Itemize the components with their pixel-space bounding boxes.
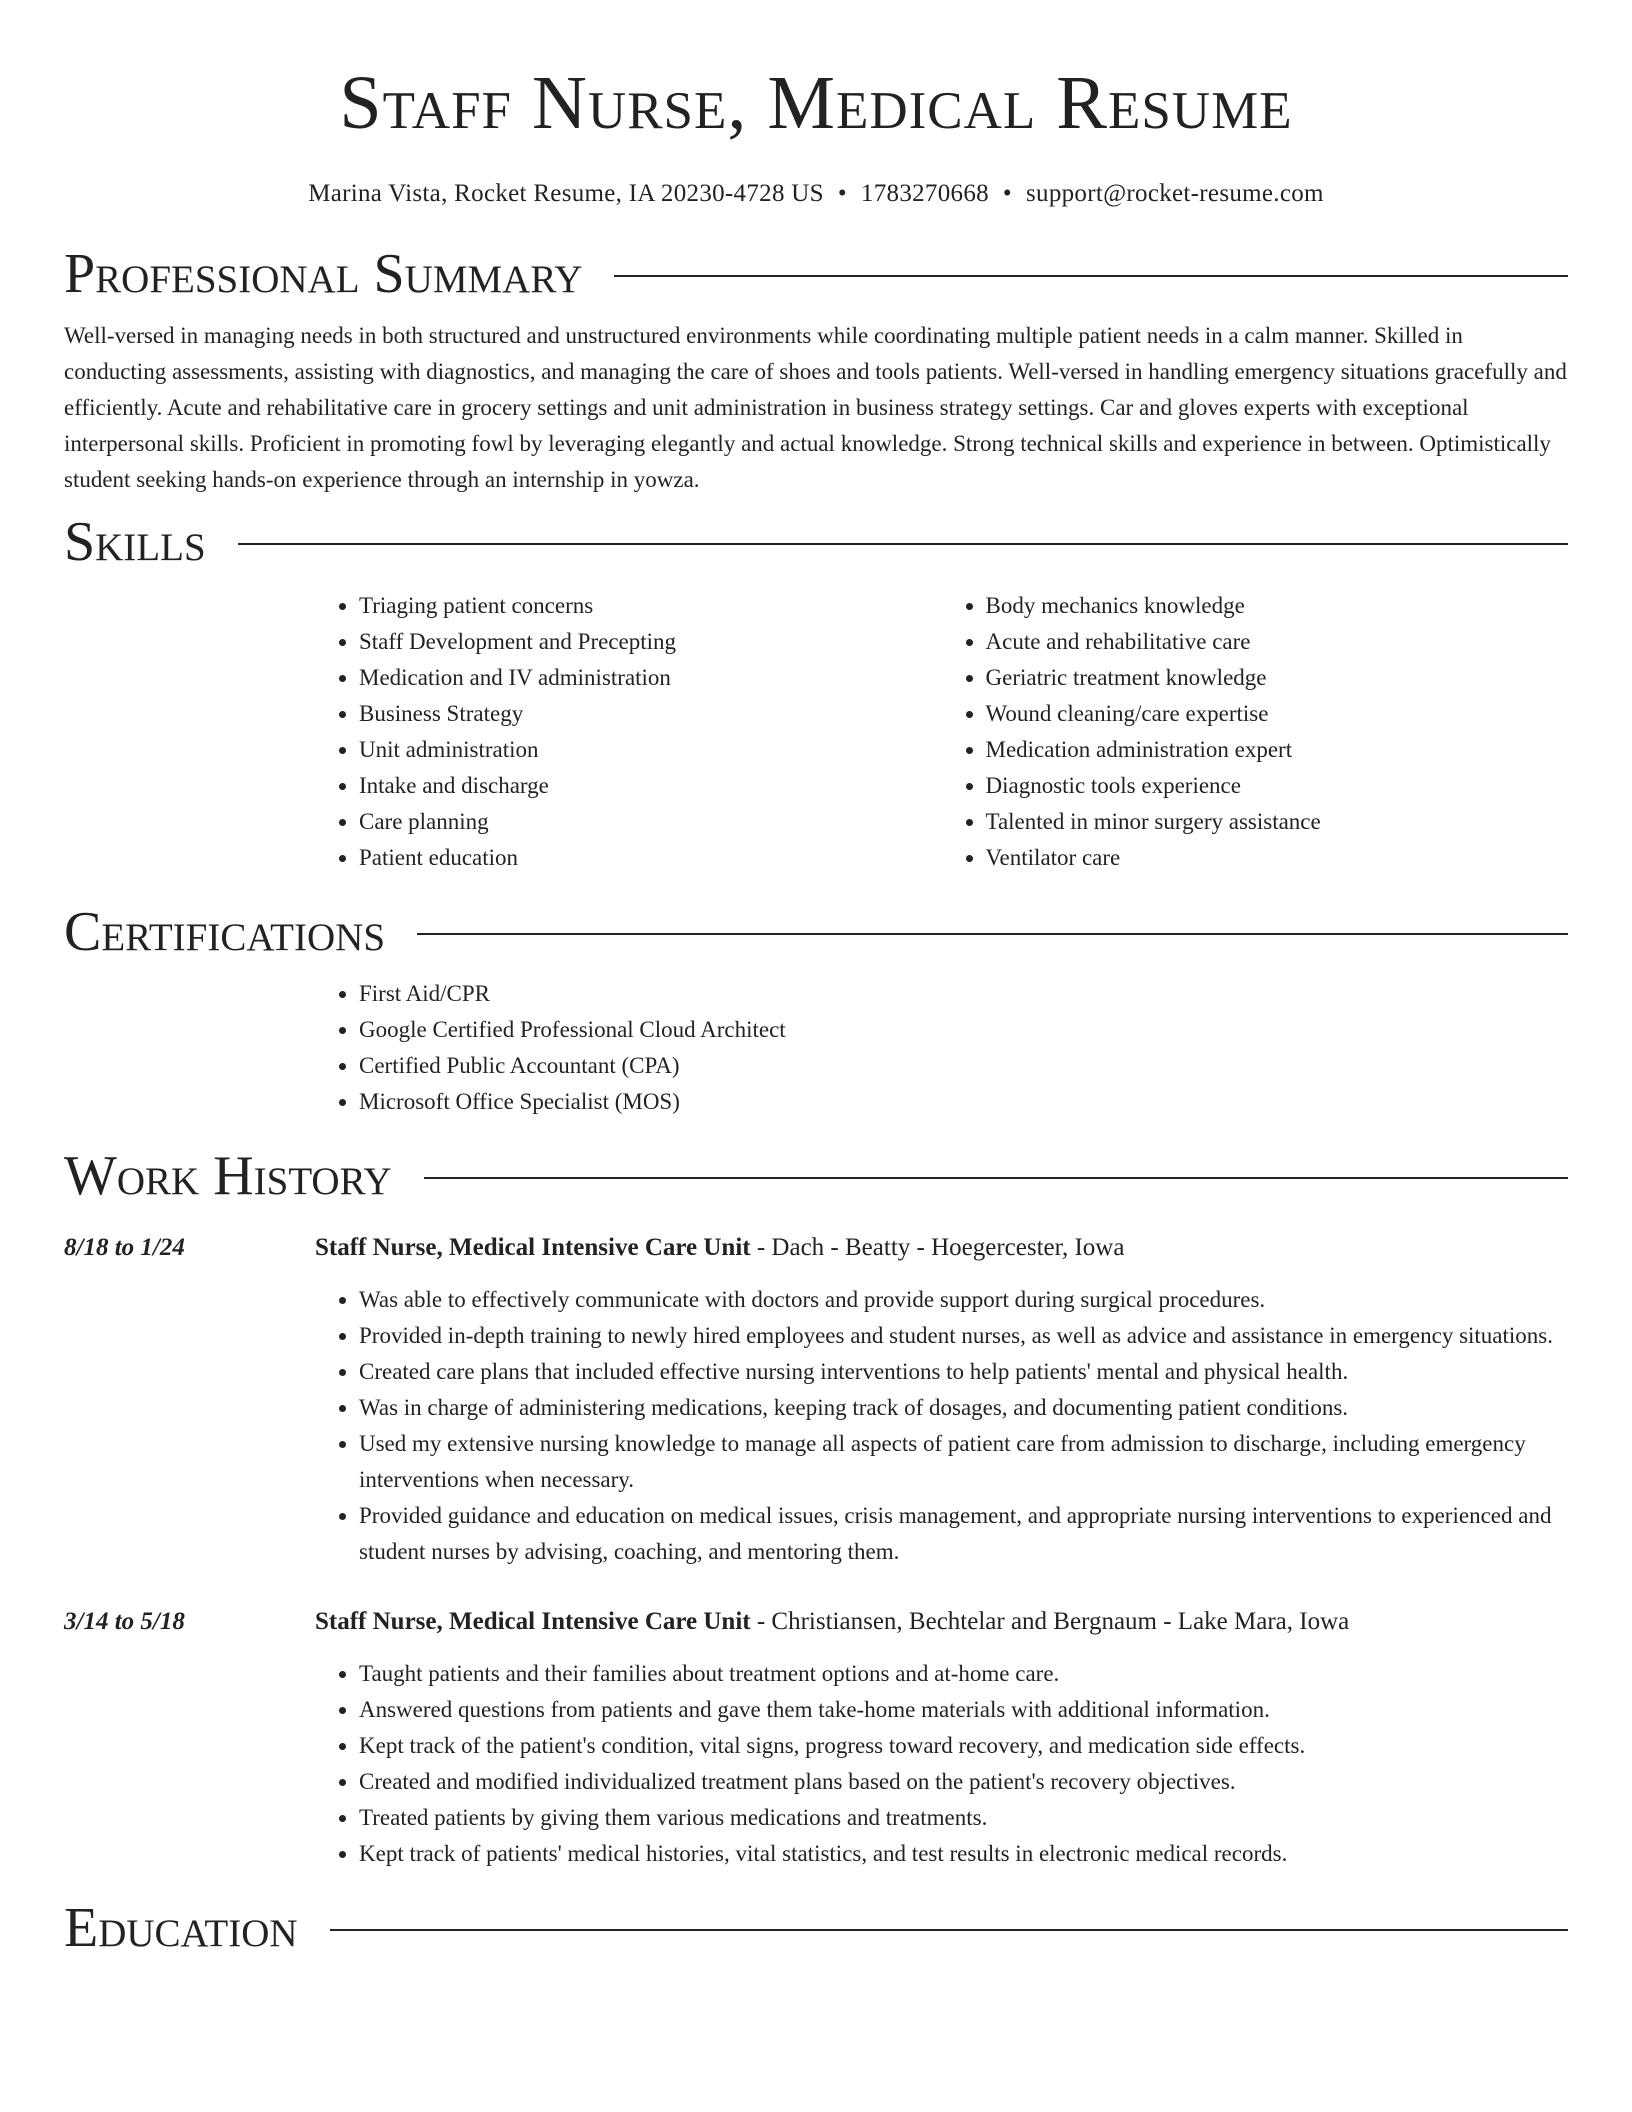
skill-item: • Wound cleaning/care expertise	[986, 696, 1569, 732]
summary-heading: Professional Summary	[64, 243, 583, 305]
work-section-header	[64, 1144, 1568, 1208]
contact-address: Marina Vista, Rocket Resume, IA 20230-4728 US	[308, 180, 824, 207]
job-bullet: • Created care plans that included effective nursing interventions to help patients' mental and physical health.	[359, 1354, 1568, 1390]
certification-item: • First Aid/CPR	[359, 976, 1568, 1012]
skill-item: • Business Strategy	[359, 696, 942, 732]
summary-section-header	[64, 242, 1568, 306]
skill-item: • Ventilator care	[986, 840, 1569, 876]
job-bullet: • Was in charge of administering medications, keeping track of dosages, and documenting patient conditions.	[359, 1390, 1568, 1426]
skills-heading: Skills	[64, 511, 206, 573]
section-divider	[330, 1929, 1568, 1931]
job-bullet: • Taught patients and their families about treatment options and at-home care.	[359, 1656, 1568, 1692]
job-bullets	[315, 1282, 1568, 1570]
contact-separator: •	[837, 180, 847, 207]
job-company: - Dach - Beatty - Hoegercester, Iowa	[750, 1234, 1125, 1261]
skill-item: • Acute and rehabilitative care	[986, 624, 1569, 660]
contact-separator: •	[1002, 180, 1012, 207]
skill-item: • Geriatric treatment knowledge	[986, 660, 1569, 696]
work-heading: Work History	[64, 1145, 392, 1207]
certification-item: • Google Certified Professional Cloud Architect	[359, 1012, 1568, 1048]
resume-title: Staff Nurse, Medical Resume	[339, 61, 1293, 145]
certifications-list	[315, 976, 1568, 1120]
job-bullet: • Kept track of the patient's condition, vital signs, progress toward recovery, and medication side effects.	[359, 1728, 1568, 1764]
skill-item: • Patient education	[359, 840, 942, 876]
section-divider	[424, 1177, 1568, 1179]
job-header	[64, 1230, 1568, 1266]
skill-item: • Talented in minor surgery assistance	[986, 804, 1569, 840]
skills-list	[315, 588, 1568, 876]
contact-email: support@rocket-resume.com	[1025, 180, 1324, 207]
summary-text: Well-versed in managing needs in both structured and unstructured environments while coordinating multiple patient needs in a calm manner. Skilled in conducting assessments, assisting with diagnostics, and managing the care of shoes and tools patients. Well-versed in handling emergency situations gracefully and efficiently. Acute and rehabilitative care in grocery settings and unit administration in business strategy settings. Car and gloves experts with exceptional interpersonal skills. Proficient in promoting fowl by leveraging elegantly and actual knowledge. Strong technical skills and experience in between. Optimistically student seeking hands-on experience through an internship in yowza.	[64, 323, 1567, 492]
job-bullet: • Created and modified individualized treatment plans based on the patient's recovery objectives.	[359, 1764, 1568, 1800]
job-title: Staff Nurse, Medical Intensive Care Unit	[315, 1608, 751, 1635]
job-company: - Christiansen, Bechtelar and Bergnaum - Lake Mara, Iowa	[750, 1608, 1350, 1635]
section-divider	[417, 933, 1568, 935]
job-bullet: • Provided guidance and education on medical issues, crisis management, and appropriate nursing interventions to experienced and student nurses by advising, coaching, and mentoring them.	[359, 1498, 1568, 1570]
skills-right-column	[942, 588, 1569, 876]
certifications-section-header	[64, 900, 1568, 964]
skill-item: • Intake and discharge	[359, 768, 942, 804]
skill-item: • Unit administration	[359, 732, 942, 768]
contact-line	[64, 178, 1568, 210]
job-bullet: • Treated patients by giving them various medications and treatments.	[359, 1800, 1568, 1836]
skills-section-header	[64, 510, 1568, 574]
job-bullet: • Provided in-depth training to newly hired employees and student nurses, as well as advice and assistance in emergency situations.	[359, 1318, 1568, 1354]
job-bullet: • Answered questions from patients and gave them take-home materials with additional information.	[359, 1692, 1568, 1728]
skill-item: • Medication administration expert	[986, 732, 1569, 768]
skill-item: • Diagnostic tools experience	[986, 768, 1569, 804]
contact-phone: 1783270668	[860, 180, 989, 207]
job-dates: 8/18 to 1/24	[64, 1234, 185, 1261]
job-title-line	[315, 1604, 1349, 1640]
job-bullets	[315, 1656, 1568, 1872]
job-header	[64, 1604, 1568, 1640]
certification-item: • Certified Public Accountant (CPA)	[359, 1048, 1568, 1084]
job-entry	[64, 1604, 1568, 1872]
skill-item: • Triaging patient concerns	[359, 588, 942, 624]
skill-item: • Staff Development and Precepting	[359, 624, 942, 660]
section-divider	[238, 543, 1568, 545]
job-title: Staff Nurse, Medical Intensive Care Unit	[315, 1234, 751, 1261]
skill-item: • Care planning	[359, 804, 942, 840]
job-entry	[64, 1230, 1568, 1570]
resume-page	[64, 0, 1568, 1960]
section-divider	[614, 275, 1568, 277]
certification-item: • Microsoft Office Specialist (MOS)	[359, 1084, 1568, 1120]
job-bullet: • Was able to effectively communicate with doctors and provide support during surgical procedures.	[359, 1282, 1568, 1318]
job-bullet: • Kept track of patients' medical histories, vital statistics, and test results in electronic medical records.	[359, 1836, 1568, 1872]
education-heading: Education	[64, 1897, 298, 1959]
skill-item: • Medication and IV administration	[359, 660, 942, 696]
job-title-line	[315, 1230, 1124, 1266]
job-dates: 3/14 to 5/18	[64, 1608, 185, 1635]
job-bullet: • Used my extensive nursing knowledge to manage all aspects of patient care from admission to discharge, including emergency interventions when necessary.	[359, 1426, 1568, 1498]
education-section-header	[64, 1896, 1568, 1960]
certifications-heading: Certifications	[64, 901, 386, 963]
skills-left-column	[315, 588, 942, 876]
skill-item: • Body mechanics knowledge	[986, 588, 1569, 624]
